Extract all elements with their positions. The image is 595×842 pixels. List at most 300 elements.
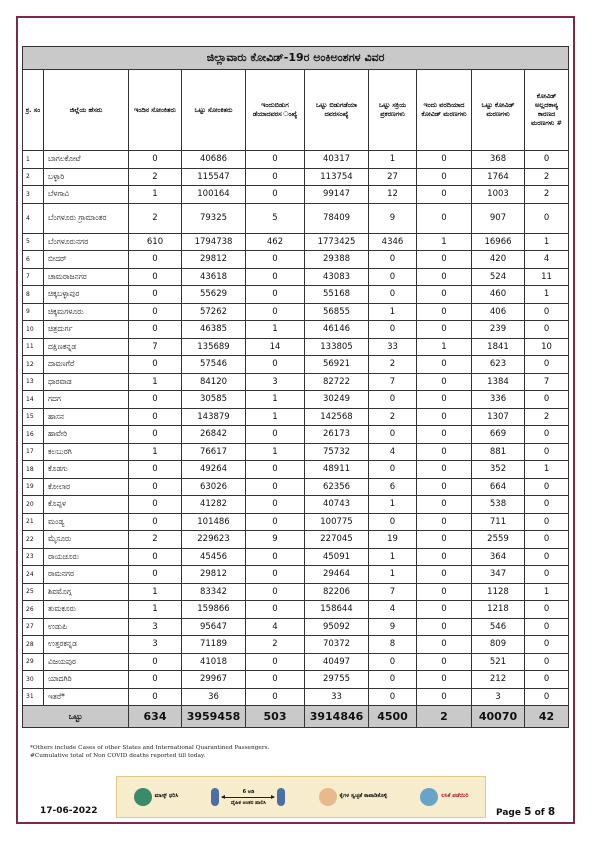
value-cell: 0 bbox=[525, 548, 569, 566]
value-cell: 4 bbox=[369, 443, 417, 461]
value-cell: 115547 bbox=[182, 168, 246, 186]
value-cell: 1218 bbox=[472, 601, 525, 619]
table-row bbox=[23, 426, 569, 444]
total-row bbox=[23, 706, 569, 728]
value-cell: 538 bbox=[472, 496, 525, 514]
table-row bbox=[23, 391, 569, 409]
value-cell: 0 bbox=[369, 653, 417, 671]
table-row bbox=[23, 321, 569, 339]
value-cell: 82206 bbox=[305, 583, 369, 601]
value-cell: 0 bbox=[417, 443, 472, 461]
value-cell: 368 bbox=[472, 151, 525, 169]
table-row bbox=[23, 583, 569, 601]
district-cell: ವಿಜಯಪುರ bbox=[44, 653, 129, 671]
value-cell: 0 bbox=[417, 203, 472, 233]
value-cell: 0 bbox=[129, 478, 182, 496]
value-cell: 0 bbox=[246, 671, 305, 689]
distance-label: 6 ಅಡಿ bbox=[242, 788, 255, 795]
serial-cell: 22 bbox=[23, 531, 44, 549]
serial-cell: 9 bbox=[23, 303, 44, 321]
table-row bbox=[23, 548, 569, 566]
value-cell: 1 bbox=[246, 321, 305, 339]
value-cell: 36 bbox=[182, 688, 246, 706]
value-cell: 0 bbox=[246, 688, 305, 706]
value-cell: 0 bbox=[129, 496, 182, 514]
value-cell: 0 bbox=[525, 478, 569, 496]
value-cell: 1764 bbox=[472, 168, 525, 186]
value-cell: 0 bbox=[417, 461, 472, 479]
value-cell: 26173 bbox=[305, 426, 369, 444]
value-cell: 158644 bbox=[305, 601, 369, 619]
table-row bbox=[23, 303, 569, 321]
district-cell: ಧಾರವಾಡ bbox=[44, 373, 129, 391]
total-label: ಒಟ್ಟು bbox=[23, 706, 129, 728]
value-cell: 46385 bbox=[182, 321, 246, 339]
district-cell: ರಾಮನಗರ bbox=[44, 566, 129, 584]
table-body bbox=[23, 151, 569, 728]
value-cell: 227045 bbox=[305, 531, 369, 549]
person-icon bbox=[211, 788, 219, 806]
district-cell: ಇತರೆ* bbox=[44, 688, 129, 706]
value-cell: 2 bbox=[129, 531, 182, 549]
value-cell: 33 bbox=[369, 338, 417, 356]
table-row bbox=[23, 618, 569, 636]
serial-cell: 4 bbox=[23, 203, 44, 233]
value-cell: 0 bbox=[246, 186, 305, 204]
value-cell: 83342 bbox=[182, 583, 246, 601]
table-row bbox=[23, 636, 569, 654]
value-cell: 0 bbox=[417, 548, 472, 566]
value-cell: 0 bbox=[246, 151, 305, 169]
distance-segment bbox=[211, 788, 285, 806]
mask-text: ಮಾಸ್ಕ್ ಧರಿಸಿ bbox=[154, 793, 179, 800]
table-row bbox=[23, 671, 569, 689]
value-cell: 3 bbox=[129, 618, 182, 636]
value-cell: 0 bbox=[417, 373, 472, 391]
distance-arrow-icon bbox=[222, 797, 274, 798]
value-cell: 113754 bbox=[305, 168, 369, 186]
value-cell: 84120 bbox=[182, 373, 246, 391]
table-row bbox=[23, 203, 569, 233]
value-cell: 49264 bbox=[182, 461, 246, 479]
total-value-cell: 503 bbox=[246, 706, 305, 728]
table-row bbox=[23, 408, 569, 426]
value-cell: 0 bbox=[246, 356, 305, 374]
value-cell: 0 bbox=[246, 268, 305, 286]
district-cell: ಚಿತ್ರದುರ್ಗ bbox=[44, 321, 129, 339]
value-cell: 71189 bbox=[182, 636, 246, 654]
serial-cell: 11 bbox=[23, 338, 44, 356]
value-cell: 70372 bbox=[305, 636, 369, 654]
value-cell: 2 bbox=[129, 168, 182, 186]
value-cell: 75732 bbox=[305, 443, 369, 461]
value-cell: 809 bbox=[472, 636, 525, 654]
value-cell: 100775 bbox=[305, 513, 369, 531]
district-cell: ಬಳ್ಳಾರಿ bbox=[44, 168, 129, 186]
value-cell: 1 bbox=[129, 601, 182, 619]
value-cell: 1307 bbox=[472, 408, 525, 426]
table-row bbox=[23, 338, 569, 356]
value-cell: 1 bbox=[525, 233, 569, 251]
total-value-cell: 4500 bbox=[369, 706, 417, 728]
value-cell: 0 bbox=[369, 426, 417, 444]
value-cell: 55168 bbox=[305, 286, 369, 304]
column-header: ಒಟ್ಟು ಸಕ್ರಿಯ ಪ್ರಕರಣಗಳು bbox=[369, 70, 417, 151]
value-cell: 2 bbox=[525, 168, 569, 186]
value-cell: 0 bbox=[525, 688, 569, 706]
distance-text: ದೈಹಿಕ ಅಂತರ ಪಾಲಿಸಿ bbox=[230, 799, 266, 806]
table-row bbox=[23, 496, 569, 514]
serial-cell: 24 bbox=[23, 566, 44, 584]
column-header: ಇಂದು ವರದಿಯಾದ ಕೋವಿಡ್ ಮರಣಗಳು bbox=[417, 70, 472, 151]
value-cell: 347 bbox=[472, 566, 525, 584]
value-cell: 11 bbox=[525, 268, 569, 286]
total-value-cell: 3914846 bbox=[305, 706, 369, 728]
value-cell: 1 bbox=[129, 583, 182, 601]
value-cell: 29388 bbox=[305, 251, 369, 269]
value-cell: 8 bbox=[369, 636, 417, 654]
value-cell: 27 bbox=[369, 168, 417, 186]
value-cell: 0 bbox=[525, 356, 569, 374]
serial-cell: 13 bbox=[23, 373, 44, 391]
value-cell: 0 bbox=[129, 653, 182, 671]
value-cell: 0 bbox=[525, 671, 569, 689]
district-cell: ಚಿಕ್ಕಬಳ್ಳಾಪುರ bbox=[44, 286, 129, 304]
serial-cell: 29 bbox=[23, 653, 44, 671]
value-cell: 0 bbox=[417, 496, 472, 514]
value-cell: 30585 bbox=[182, 391, 246, 409]
serial-cell: 20 bbox=[23, 496, 44, 514]
value-cell: 0 bbox=[246, 583, 305, 601]
value-cell: 0 bbox=[129, 391, 182, 409]
value-cell: 4 bbox=[525, 251, 569, 269]
value-cell: 1 bbox=[246, 443, 305, 461]
serial-cell: 19 bbox=[23, 478, 44, 496]
value-cell: 0 bbox=[525, 203, 569, 233]
value-cell: 239 bbox=[472, 321, 525, 339]
value-cell: 0 bbox=[129, 303, 182, 321]
value-cell: 336 bbox=[472, 391, 525, 409]
value-cell: 0 bbox=[417, 151, 472, 169]
value-cell: 0 bbox=[417, 251, 472, 269]
serial-cell: 18 bbox=[23, 461, 44, 479]
value-cell: 1 bbox=[525, 583, 569, 601]
district-cell: ಬೆಂಗಳೂರು ಗ್ರಾಮಾಂತರ bbox=[44, 203, 129, 233]
value-cell: 62356 bbox=[305, 478, 369, 496]
value-cell: 0 bbox=[246, 426, 305, 444]
table-row bbox=[23, 373, 569, 391]
value-cell: 2 bbox=[369, 356, 417, 374]
value-cell: 669 bbox=[472, 426, 525, 444]
handwash-text: ಕೈಗಳ ಸ್ವಚ್ಛತೆ ಕಾಪಾಡಿಕೊಳ್ಳಿ bbox=[339, 793, 388, 800]
value-cell: 14 bbox=[246, 338, 305, 356]
vaccine-icon bbox=[420, 788, 438, 806]
value-cell: 0 bbox=[525, 426, 569, 444]
value-cell: 3 bbox=[246, 373, 305, 391]
value-cell: 1 bbox=[369, 151, 417, 169]
column-header: ಕ್ರ. ಸಂ bbox=[23, 70, 44, 151]
value-cell: 16966 bbox=[472, 233, 525, 251]
value-cell: 406 bbox=[472, 303, 525, 321]
value-cell: 0 bbox=[369, 321, 417, 339]
value-cell: 56921 bbox=[305, 356, 369, 374]
value-cell: 462 bbox=[246, 233, 305, 251]
table-row bbox=[23, 251, 569, 269]
value-cell: 0 bbox=[525, 618, 569, 636]
serial-cell: 14 bbox=[23, 391, 44, 409]
value-cell: 0 bbox=[129, 461, 182, 479]
value-cell: 0 bbox=[369, 671, 417, 689]
value-cell: 100164 bbox=[182, 186, 246, 204]
table-row bbox=[23, 688, 569, 706]
value-cell: 3 bbox=[472, 688, 525, 706]
value-cell: 0 bbox=[417, 636, 472, 654]
value-cell: 7 bbox=[525, 373, 569, 391]
serial-cell: 15 bbox=[23, 408, 44, 426]
column-header: ಇಂದಿನ ಸೋಂಕಿತರು bbox=[129, 70, 182, 151]
page-total: 8 bbox=[547, 806, 556, 818]
vaccine-segment bbox=[420, 788, 468, 806]
table-row bbox=[23, 286, 569, 304]
header-row bbox=[23, 70, 569, 151]
value-cell: 0 bbox=[525, 601, 569, 619]
total-value-cell: 2 bbox=[417, 706, 472, 728]
value-cell: 1 bbox=[246, 391, 305, 409]
value-cell: 0 bbox=[417, 513, 472, 531]
value-cell: 7 bbox=[369, 583, 417, 601]
value-cell: 0 bbox=[246, 496, 305, 514]
value-cell: 2 bbox=[369, 408, 417, 426]
value-cell: 420 bbox=[472, 251, 525, 269]
value-cell: 0 bbox=[525, 496, 569, 514]
serial-cell: 16 bbox=[23, 426, 44, 444]
value-cell: 4346 bbox=[369, 233, 417, 251]
value-cell: 4 bbox=[246, 618, 305, 636]
serial-cell: 8 bbox=[23, 286, 44, 304]
value-cell: 0 bbox=[369, 461, 417, 479]
value-cell: 0 bbox=[246, 653, 305, 671]
serial-cell: 26 bbox=[23, 601, 44, 619]
value-cell: 1773425 bbox=[305, 233, 369, 251]
total-value-cell: 634 bbox=[129, 706, 182, 728]
value-cell: 79325 bbox=[182, 203, 246, 233]
value-cell: 2559 bbox=[472, 531, 525, 549]
serial-cell: 1 bbox=[23, 151, 44, 169]
table-row bbox=[23, 653, 569, 671]
serial-cell: 27 bbox=[23, 618, 44, 636]
value-cell: 63026 bbox=[182, 478, 246, 496]
value-cell: 135689 bbox=[182, 338, 246, 356]
value-cell: 10 bbox=[525, 338, 569, 356]
value-cell: 0 bbox=[129, 548, 182, 566]
serial-cell: 12 bbox=[23, 356, 44, 374]
value-cell: 0 bbox=[417, 268, 472, 286]
value-cell: 0 bbox=[246, 303, 305, 321]
value-cell: 1128 bbox=[472, 583, 525, 601]
district-cell: ಕಲಬುರಗಿ bbox=[44, 443, 129, 461]
district-cell: ಹಾಸನ bbox=[44, 408, 129, 426]
value-cell: 0 bbox=[525, 391, 569, 409]
value-cell: 0 bbox=[129, 151, 182, 169]
district-cell: ತುಮಕೂರು bbox=[44, 601, 129, 619]
table-row bbox=[23, 478, 569, 496]
value-cell: 40317 bbox=[305, 151, 369, 169]
value-cell: 1 bbox=[129, 443, 182, 461]
value-cell: 0 bbox=[129, 286, 182, 304]
value-cell: 352 bbox=[472, 461, 525, 479]
person-icon bbox=[277, 788, 285, 806]
footnote-others: *Others include Cases of other States and International Quarantined Passengers. bbox=[30, 745, 270, 751]
value-cell: 0 bbox=[246, 251, 305, 269]
handwash-icon bbox=[319, 788, 337, 806]
value-cell: 0 bbox=[417, 566, 472, 584]
value-cell: 43083 bbox=[305, 268, 369, 286]
district-cell: ರಾಯಚೂರು bbox=[44, 548, 129, 566]
value-cell: 0 bbox=[129, 408, 182, 426]
district-covid-table bbox=[22, 46, 569, 728]
value-cell: 0 bbox=[525, 513, 569, 531]
value-cell: 1 bbox=[369, 548, 417, 566]
column-header: ಒಟ್ಟು ಕೋವಿಡ್ ಮರಣಗಳು bbox=[472, 70, 525, 151]
value-cell: 48911 bbox=[305, 461, 369, 479]
value-cell: 1 bbox=[369, 566, 417, 584]
value-cell: 1 bbox=[369, 303, 417, 321]
value-cell: 1841 bbox=[472, 338, 525, 356]
value-cell: 0 bbox=[369, 286, 417, 304]
value-cell: 0 bbox=[417, 688, 472, 706]
value-cell: 76617 bbox=[182, 443, 246, 461]
value-cell: 0 bbox=[525, 151, 569, 169]
value-cell: 99147 bbox=[305, 186, 369, 204]
value-cell: 57546 bbox=[182, 356, 246, 374]
value-cell: 0 bbox=[417, 321, 472, 339]
value-cell: 0 bbox=[369, 391, 417, 409]
table-row bbox=[23, 151, 569, 169]
vaccine-text: ಲಸಿಕೆ ಪಡೆಯಿರಿ bbox=[441, 793, 469, 800]
value-cell: 0 bbox=[129, 321, 182, 339]
district-cell: ಮಂಡ್ಯ bbox=[44, 513, 129, 531]
value-cell: 29812 bbox=[182, 251, 246, 269]
value-cell: 40743 bbox=[305, 496, 369, 514]
value-cell: 0 bbox=[525, 653, 569, 671]
district-cell: ಶಿವಮೊಗ್ಗ bbox=[44, 583, 129, 601]
value-cell: 1384 bbox=[472, 373, 525, 391]
value-cell: 143879 bbox=[182, 408, 246, 426]
district-cell: ಯಾದಗಿರಿ bbox=[44, 671, 129, 689]
value-cell: 7 bbox=[129, 338, 182, 356]
value-cell: 0 bbox=[417, 408, 472, 426]
page-number bbox=[496, 806, 555, 818]
value-cell: 57262 bbox=[182, 303, 246, 321]
value-cell: 0 bbox=[417, 671, 472, 689]
value-cell: 2 bbox=[525, 186, 569, 204]
value-cell: 0 bbox=[525, 566, 569, 584]
value-cell: 82722 bbox=[305, 373, 369, 391]
value-cell: 12 bbox=[369, 186, 417, 204]
value-cell: 9 bbox=[369, 618, 417, 636]
serial-cell: 7 bbox=[23, 268, 44, 286]
table-row bbox=[23, 233, 569, 251]
serial-cell: 28 bbox=[23, 636, 44, 654]
value-cell: 0 bbox=[417, 426, 472, 444]
value-cell: 0 bbox=[129, 426, 182, 444]
district-cell: ಉತ್ತರಕನ್ನಡ bbox=[44, 636, 129, 654]
district-cell: ಬಾಗಲಕೋಟೆ bbox=[44, 151, 129, 169]
table-row bbox=[23, 601, 569, 619]
total-value-cell: 40070 bbox=[472, 706, 525, 728]
value-cell: 78409 bbox=[305, 203, 369, 233]
column-header: ಜಿಲ್ಲೆಯ ಹೆಸರು bbox=[44, 70, 129, 151]
report-date: 17-06-2022 bbox=[40, 806, 98, 816]
value-cell: 212 bbox=[472, 671, 525, 689]
district-cell: ಕೋಲಾರ bbox=[44, 478, 129, 496]
value-cell: 1 bbox=[525, 286, 569, 304]
serial-cell: 21 bbox=[23, 513, 44, 531]
value-cell: 33 bbox=[305, 688, 369, 706]
value-cell: 29464 bbox=[305, 566, 369, 584]
value-cell: 0 bbox=[129, 513, 182, 531]
page-of: of bbox=[534, 808, 545, 818]
serial-cell: 2 bbox=[23, 168, 44, 186]
value-cell: 546 bbox=[472, 618, 525, 636]
table-row bbox=[23, 461, 569, 479]
serial-cell: 23 bbox=[23, 548, 44, 566]
value-cell: 0 bbox=[525, 443, 569, 461]
value-cell: 2 bbox=[525, 408, 569, 426]
value-cell: 133805 bbox=[305, 338, 369, 356]
value-cell: 0 bbox=[246, 548, 305, 566]
table-row bbox=[23, 566, 569, 584]
value-cell: 6 bbox=[369, 478, 417, 496]
value-cell: 55629 bbox=[182, 286, 246, 304]
value-cell: 1 bbox=[246, 408, 305, 426]
footnotes bbox=[30, 744, 269, 761]
value-cell: 1794738 bbox=[182, 233, 246, 251]
table-row bbox=[23, 168, 569, 186]
value-cell: 0 bbox=[417, 186, 472, 204]
value-cell: 0 bbox=[129, 688, 182, 706]
value-cell: 7 bbox=[369, 373, 417, 391]
value-cell: 5 bbox=[246, 203, 305, 233]
value-cell: 43618 bbox=[182, 268, 246, 286]
value-cell: 0 bbox=[369, 513, 417, 531]
district-cell: ಕೊಡಗು bbox=[44, 461, 129, 479]
value-cell: 711 bbox=[472, 513, 525, 531]
serial-cell: 5 bbox=[23, 233, 44, 251]
value-cell: 1 bbox=[417, 233, 472, 251]
serial-cell: 31 bbox=[23, 688, 44, 706]
table-row bbox=[23, 356, 569, 374]
value-cell: 1 bbox=[129, 186, 182, 204]
value-cell: 2 bbox=[246, 636, 305, 654]
value-cell: 0 bbox=[129, 356, 182, 374]
value-cell: 159866 bbox=[182, 601, 246, 619]
value-cell: 0 bbox=[246, 601, 305, 619]
district-cell: ಬೆಳಗಾವಿ bbox=[44, 186, 129, 204]
value-cell: 0 bbox=[417, 356, 472, 374]
value-cell: 29812 bbox=[182, 566, 246, 584]
district-cell: ಹಾವೇರಿ bbox=[44, 426, 129, 444]
value-cell: 0 bbox=[129, 268, 182, 286]
mask-segment bbox=[134, 788, 179, 806]
value-cell: 0 bbox=[525, 303, 569, 321]
serial-cell: 3 bbox=[23, 186, 44, 204]
district-cell: ಉಡುಪಿ bbox=[44, 618, 129, 636]
value-cell: 0 bbox=[246, 513, 305, 531]
page-current: 5 bbox=[524, 806, 532, 818]
table-row bbox=[23, 268, 569, 286]
mask-icon bbox=[134, 788, 152, 806]
